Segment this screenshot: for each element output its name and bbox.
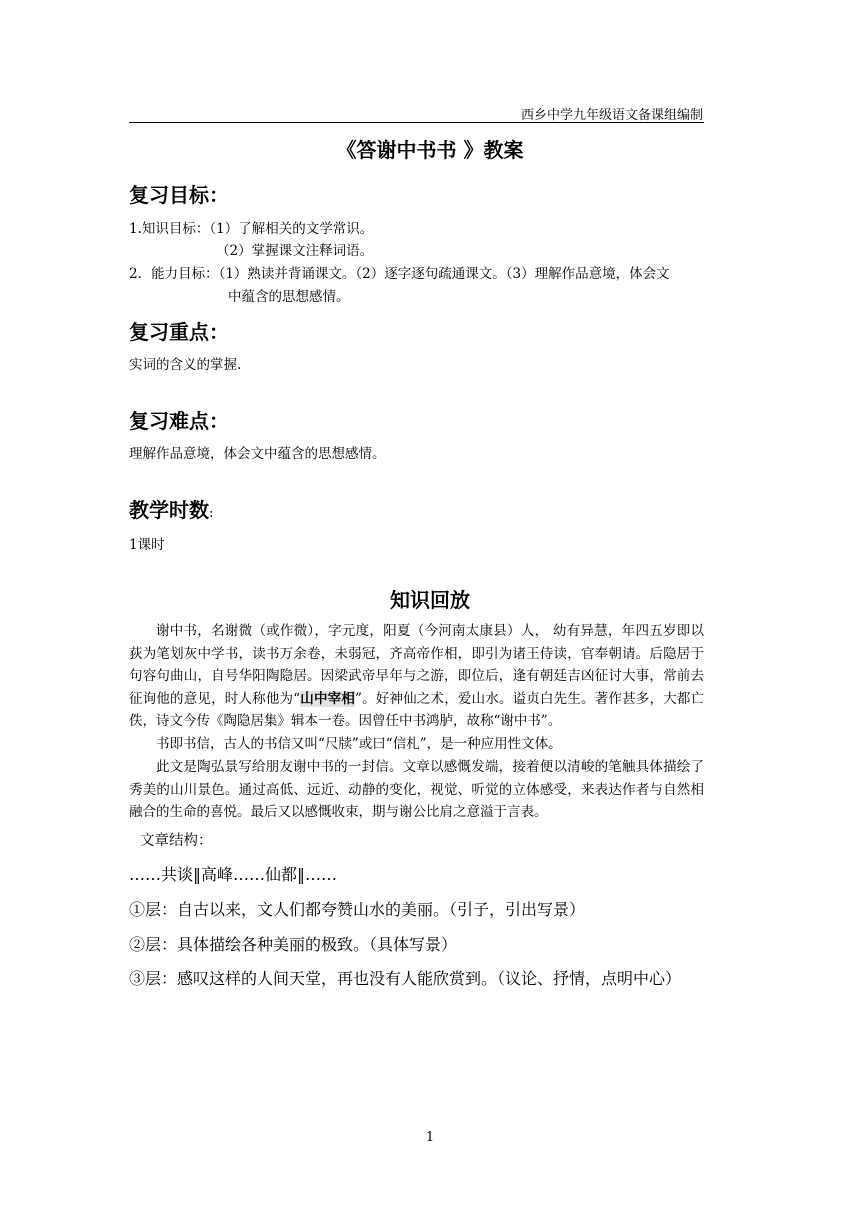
teaching-hours-heading-text: 教学时数	[129, 498, 209, 522]
difficulties-text: 理解作品意境，体会文中蕴含的思想感情。	[129, 446, 386, 462]
text-summary-paragraph: 此文是陶弘景写给朋友谢中书的一封信。文章以感慨发端，接着便以清峻的笔触具体描绘了秀美的山川景色。通过高低、远近、动静的变化，视觉、听觉的立体感受，来表达作者与自然相融合的生命的喜悦。最后又以感慨收束，期与谢公比肩之意溢于言表。	[129, 759, 704, 820]
document-title: 《答谢中书书 》教案	[336, 138, 524, 162]
structure-outline: ……共谈‖高峰……仙都‖……	[129, 865, 338, 884]
teaching-hours-text: 1课时	[129, 537, 165, 553]
teaching-hours-colon: :	[209, 506, 214, 521]
key-points-text: 实词的含义的掌握.	[129, 357, 242, 373]
author-paragraph-text-1: 谢中书，名谢微（或作微），字元度，阳夏（今河南太康县）人， 幼有异慧，年四五岁即以荻为笔划灰中学书，读书万余卷，未弱冠，齐高帝作相，即引为诸王侍读，官奉朝请。后隐居于句容句曲山，自号华阳陶隐居。因梁武帝早年与之游，即位后，逢有朝廷吉凶征讨大事，常前去征询他的意见，时人称他为“	[129, 623, 704, 707]
structure-layer-1: ①层：自古以来，文人们都夸赞山水的美丽。（引子，引出写景）	[129, 900, 586, 919]
header-text: 西乡中学九年级语文备课组编制	[520, 108, 703, 123]
structure-label: 文章结构：	[140, 833, 213, 849]
highlighted-term: 山中宰相	[300, 690, 356, 707]
knowledge-goal-line	[129, 217, 373, 237]
difficulties-heading: 复习难点：	[129, 409, 229, 433]
structure-layer-2: ②层：具体描绘各种美丽的极致。（具体写景）	[129, 935, 458, 954]
key-points-heading: 复习重点：	[129, 320, 229, 344]
knowledge-goal-item-2: （2）掌握课文注释词语。	[216, 243, 374, 259]
review-goals-heading: 复习目标：	[129, 183, 229, 207]
ability-goal-line-1: 2．能力目标：（1）熟读并背诵课文。（2）逐字逐句疏通课文。（3）理解作品意境，体会文	[129, 266, 670, 282]
teaching-hours-heading	[129, 494, 213, 523]
author-paragraph-text-2: ”。好神仙之术，爱山水。谥贞白先生。著作甚多，大都亡佚，诗文今传《陶隐居集》辑本一卷。因曾任中书鸿胪，故称“谢中书”。	[129, 690, 705, 729]
knowledge-goal-label: 1.知识目标：	[129, 221, 210, 237]
structure-layer-3: ③层：感叹这样的人间天堂，再也没有人能欣赏到。（议论、抒情，点明中心）	[129, 969, 682, 988]
header-rule	[129, 122, 704, 123]
author-paragraph	[129, 620, 704, 733]
page-number: 1	[425, 1130, 435, 1145]
knowledge-goal-item-1: （1）了解相关的文学常识。	[209, 221, 374, 237]
letter-genre-paragraph: 书即书信，古人的书信又叫“尺牍”或曰“信札”，是一种应用性文体。	[156, 736, 562, 752]
ability-goal-line-2: 中蕴含的思想感情。	[228, 289, 350, 305]
knowledge-review-heading: 知识回放	[390, 588, 470, 612]
